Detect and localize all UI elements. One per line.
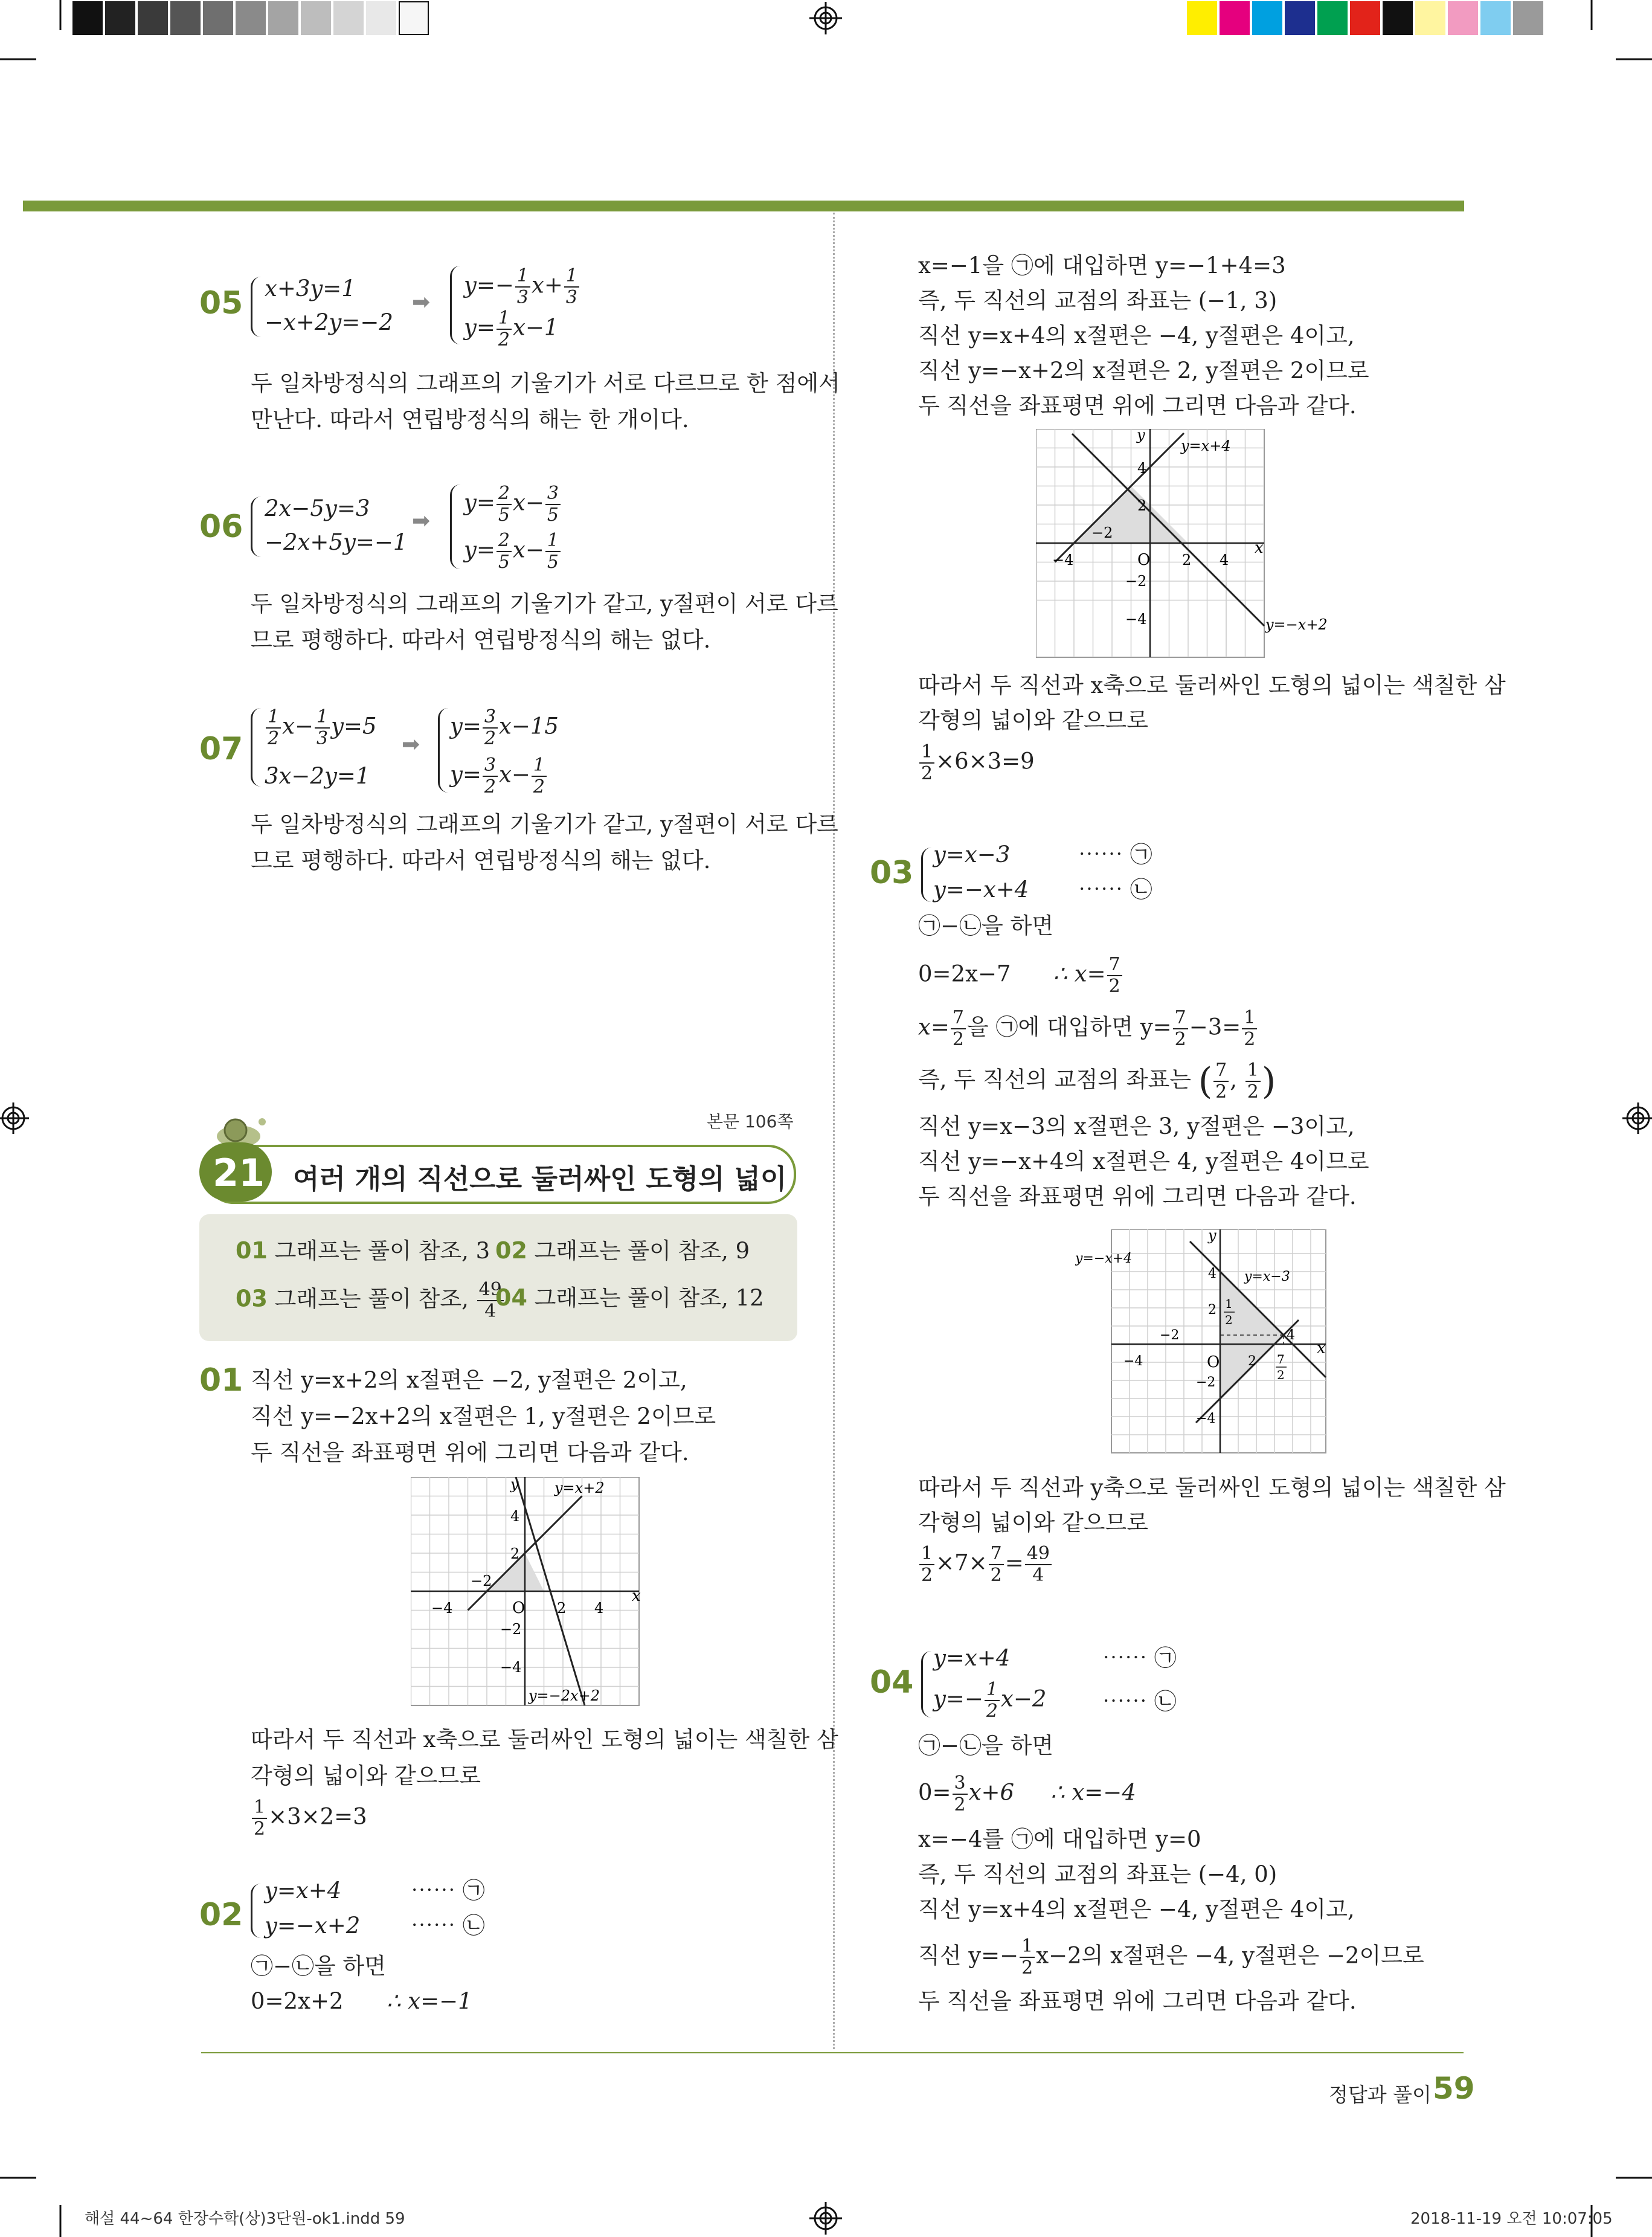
svg-text:4: 4 [1137, 460, 1147, 477]
svg-text:x: x [1317, 1339, 1326, 1357]
section-number: 21 [213, 1151, 265, 1195]
solution-line: 직선 y=x+4의 x절편은 −4, y절편은 4이고, [918, 1896, 1355, 1922]
graph-q03 [1075, 1229, 1329, 1465]
equation: x+3y=1 [265, 275, 356, 301]
svg-text:7: 7 [1277, 1352, 1285, 1366]
solution-line: 직선 y=x−3의 x절편은 3, y절편은 −3이고, [918, 1113, 1355, 1139]
graph-q02 [1036, 429, 1374, 665]
svg-text:2: 2 [1277, 1368, 1285, 1382]
svg-text:−4: −4 [1052, 552, 1074, 568]
solution-02 [199, 1873, 803, 2030]
svg-text:2: 2 [510, 1545, 520, 1562]
solution-line: 0=2x+2 [251, 1988, 344, 2014]
svg-text:2: 2 [1225, 1313, 1233, 1327]
solution-line: ∴ x=−1 [387, 1988, 472, 2014]
solution-line: ㉠−㉡을 하면 [918, 913, 1053, 939]
line-label: y=x+4 [1181, 437, 1231, 454]
problem-number: 03 [870, 855, 914, 891]
solution-line: 따라서 두 직선과 x축으로 둘러싸인 도형의 넓이는 색칠한 삼 [251, 1727, 838, 1753]
line-label: y=x+2 [554, 1479, 605, 1496]
solution-04: 04 y=x+4 y=− $\frac{1}{2}$ x−2 ⋯⋯ ㉠ ⋯⋯ ㉡ ㉠−㉡을 하면 0= $\frac{3}{2}$ x+6 ∴ x=−4 x=−4를 ㉠에 대입하면 y=0 즉, 두 직선의 교점의 좌표는 (−4, 0) 직선 y=x+4의 x절편은 −4, y절편은 4이고, 직선 y=− $\frac{1}{2}$ x−2의 x절편은 −4, y절편은 −2이므로 두 직선을 좌표평면 위에 그리면 다음과 같다. [870, 1640, 1474, 2027]
svg-text:O: O [1207, 1353, 1220, 1371]
svg-text:x: x [1255, 539, 1264, 557]
snail-icon [211, 1111, 272, 1147]
svg-text:4: 4 [1287, 1328, 1295, 1343]
svg-text:−2: −2 [1091, 524, 1113, 541]
equation: −x+2y=−2 [265, 309, 393, 335]
solution-02-continued: x=−1을 ㉠에 대입하면 y=−1+4=3 즉, 두 직선의 교점의 좌표는 (−1, 3) 직선 y=x+4의 x절편은 −4, y절편은 4이고, 직선 y=−x+2의 x절편은 2, y절편은 2이므로 두 직선을 좌표평면 위에 그리면 다음과 같다. x y O 4 2 −2 −4 −2 −4 2 4 y=x+4 y=−x+2 따라서 두 직선과 x축으로 둘러싸인 도형의 넓이는 색칠한 삼 각형의 넓이와 같으므로 $\frac{1}{2}$ ×6×3=9 [870, 248, 1474, 791]
solution-line: 직선 y=−x+2의 x절편은 2, y절편은 2이므로 [918, 358, 1369, 384]
line-label: y=x−3 [1244, 1269, 1290, 1284]
explanation: 므로 평행하다. 따라서 연립방정식의 해는 없다. [251, 627, 711, 653]
svg-text:2: 2 [1137, 497, 1147, 514]
problem-number: 04 [870, 1664, 914, 1701]
svg-text:2: 2 [557, 1600, 567, 1617]
solution-01: 01 직선 y=x+2의 x절편은 −2, y절편은 2이고, 직선 y=−2x+2의 x절편은 1, y절편은 2이므로 두 직선을 좌표평면 위에 그리면 다음과 같다. x y O 4 2 −2 −4 −2 −4 2 4 y=x+2 y=−2x+2 따라서 두 직선과 x축으로 둘러싸인 도형의 넓이는 색칠한 삼 각형의 넓이와 같으므로 $\frac{1}{2}$ ×3×2=3 [199, 1362, 838, 1839]
problem-05: 05 x+3y=1 −x+2y=−2 ➡ y=− $\frac{1}{3}$ x+ $\frac{1}{3}$ y= $\frac{1}{2}$ x−1 두 일차방정식의 그래프의 기울기가 서로 다르므로 한 점에서 만난다. 따라서 연립방정식의 해는 한 개이다. [199, 254, 803, 435]
solution-line: 두 직선을 좌표평면 위에 그리면 다음과 같다. [251, 1440, 689, 1466]
svg-text:O: O [512, 1599, 525, 1617]
line-label: y=−2x+2 [529, 1687, 600, 1704]
problem-number: 02 [199, 1897, 243, 1933]
solution-line: 따라서 두 직선과 y축으로 둘러싸인 도형의 넓이는 색칠한 삼 [918, 1475, 1506, 1501]
page-reference: 본문 106쪽 [707, 1112, 794, 1131]
svg-text:y: y [1137, 429, 1145, 443]
solution-line: ㉠−㉡을 하면 [251, 1953, 386, 1979]
explanation: 두 일차방정식의 그래프의 기울기가 같고, y절편이 서로 다르 [251, 591, 838, 617]
svg-text:−4: −4 [431, 1600, 453, 1617]
arrow-right-icon: ➡ [412, 290, 431, 315]
line-label: y=−x+4 [1075, 1251, 1133, 1266]
svg-text:1: 1 [1225, 1296, 1233, 1311]
solution-line: 두 직선을 좌표평면 위에 그리면 다음과 같다. [918, 1988, 1357, 2014]
arrow-right-icon: ➡ [412, 509, 431, 533]
svg-text:y: y [510, 1477, 519, 1493]
svg-text:x: x [632, 1587, 641, 1605]
problem-number: 06 [199, 509, 243, 545]
equation-marker: ⋯⋯ ㉡ [411, 1913, 485, 1939]
svg-text:−2: −2 [1160, 1328, 1180, 1343]
equation-marker: ⋯⋯ ㉠ [1078, 842, 1152, 867]
equation: y=x+4 [265, 1878, 342, 1904]
svg-text:−2: −2 [471, 1572, 492, 1589]
solution-line: 직선 y=−x+4의 x절편은 4, y절편은 4이므로 [918, 1148, 1369, 1174]
svg-text:−2: −2 [1125, 573, 1147, 590]
problem-06: 06 2x−5y=3 −2x+5y=−1 ➡ y= $\frac{2}{5}$ x− $\frac{3}{5}$ y= $\frac{2}{5}$ x− $\frac{1}{5}$ 두 일차방정식의 그래프의 기울기가 같고, y절편이 서로 다르 므로 평행하다. 따라서 연립방정식의 해는 없다. [199, 471, 803, 665]
solution-line: 직선 y=x+2의 x절편은 −2, y절편은 2이고, [251, 1367, 687, 1393]
equation: y=−x+2 [265, 1913, 361, 1939]
solution-line: 각형의 넓이와 같으므로 [251, 1763, 481, 1789]
equation-marker: ⋯⋯ ㉠ [1102, 1645, 1177, 1671]
svg-text:−2: −2 [1196, 1375, 1216, 1390]
solution-line: 각형의 넓이와 같으므로 [918, 1510, 1148, 1536]
print-file-info: 해설 44~64 한장수학(상)3단원-ok1.indd 59 [85, 2210, 405, 2228]
equation: y=x+4 [933, 1645, 1011, 1671]
equation: 2x−5y=3 [265, 495, 370, 521]
explanation: 두 일차방정식의 그래프의 기울기가 같고, y절편이 서로 다르 [251, 811, 838, 837]
solution-line: 각형의 넓이와 같으므로 [918, 707, 1148, 733]
equation: y=x−3 [933, 842, 1011, 867]
problem-number: 01 [199, 1362, 243, 1399]
answer-summary-box: 01 그래프는 풀이 참조, 3 02 그래프는 풀이 참조, 9 03 그래프는 풀이 참조, $\frac{49}{4}$ 04 그래프는 풀이 참조, 12 [199, 1214, 797, 1341]
svg-text:4: 4 [1208, 1266, 1217, 1281]
svg-text:O: O [1137, 551, 1151, 569]
equation-marker: ⋯⋯ ㉡ [1078, 877, 1152, 903]
svg-text:−2: −2 [500, 1621, 522, 1638]
problem-number: 07 [199, 731, 243, 767]
svg-text:−4: −4 [500, 1659, 522, 1676]
svg-text:4: 4 [594, 1600, 604, 1617]
explanation: 두 일차방정식의 그래프의 기울기가 서로 다르므로 한 점에서 [251, 370, 840, 396]
solution-line: 즉, 두 직선의 교점의 좌표는 (−1, 3) [918, 288, 1278, 314]
svg-text:y: y [1208, 1229, 1217, 1244]
svg-text:−4: −4 [1123, 1354, 1143, 1369]
graph-q01 [411, 1477, 646, 1713]
footer-title: 정답과 풀이 [1329, 2083, 1432, 2107]
solution-line: ㉠−㉡을 하면 [918, 1733, 1053, 1759]
svg-text:−4: −4 [1125, 611, 1147, 628]
solution-line: 즉, 두 직선의 교점의 좌표는 (−4, 0) [918, 1861, 1278, 1887]
print-timestamp: 2018-11-19 오전 10:07:05 [1410, 2210, 1613, 2228]
solution-03: 03 y=x−3 y=−x+4 ⋯⋯ ㉠ ⋯⋯ ㉡ ㉠−㉡을 하면 0=2x−7 ∴ x= $\frac{7}{2}$ x= $\frac{7}{2}$ 을 ㉠에 대입하면 y= $\frac{7}{2}$ −3= $\frac{1}{2}$ 즉, 두 직선의 교점의 좌표는 ( $\frac{7}{2}$ , $\frac{1}{2}$ ) 직선 y=x−3의 x절편은 3, y절편은 −3이고, 직선 y=−x+4의 x절편은 4, y절편은 4이므로 두 직선을 좌표평면 위에 그리면 다음과 같다. x y O 4 2 −2 −4 −2 −4 2 4 1 2 7 2 y=−x+4 y=x−3 따라서 두 직선과 y축으로 둘러싸인 도형의 넓이는 색칠한 삼 각형의 넓이와 같으므로 $\frac{1}{2}$ ×7× $\frac{7}{2}$ = $\frac{49}{4}$ [870, 837, 1474, 1592]
solution-line: x=−1을 ㉠에 대입하면 y=−1+4=3 [918, 253, 1286, 278]
section-title: 여러 개의 직선으로 둘러싸인 도형의 넓이 [293, 1163, 787, 1195]
equation-marker: ⋯⋯ ㉡ [1102, 1688, 1177, 1714]
svg-text:4: 4 [1220, 552, 1229, 568]
equation: −2x+5y=−1 [265, 529, 408, 555]
svg-text:2: 2 [1248, 1354, 1256, 1369]
equation: 3x−2y=1 [265, 763, 370, 789]
solution-line: 두 직선을 좌표평면 위에 그리면 다음과 같다. [918, 393, 1357, 419]
equation-marker: ⋯⋯ ㉠ [411, 1878, 485, 1904]
column-divider [833, 213, 835, 2049]
section-21 [199, 1109, 797, 1350]
solution-line: 따라서 두 직선과 x축으로 둘러싸인 도형의 넓이는 색칠한 삼 [918, 672, 1506, 698]
svg-text:2: 2 [1182, 552, 1192, 568]
problem-07: 07 $\frac{1}{2}$ x− $\frac{1}{3}$ y=5 3x−2y=1 ➡ y= $\frac{3}{2}$ x−15 y= $\frac{3}{2}$ x− $\frac{1}{2}$ 두 일차방정식의 그래프의 기울기가 같고, y절편이 서로 다르 므로 평행하다. 따라서 연립방정식의 해는 없다. [199, 695, 803, 888]
solution-line: 직선 y=−2x+2의 x절편은 1, y절편은 2이므로 [251, 1403, 716, 1429]
arrow-right-icon: ➡ [402, 732, 420, 757]
svg-text:4: 4 [510, 1508, 520, 1525]
header-rule [23, 201, 1464, 211]
footer-rule [201, 2052, 1464, 2053]
explanation: 므로 평행하다. 따라서 연립방정식의 해는 없다. [251, 848, 711, 874]
solution-line: 두 직선을 좌표평면 위에 그리면 다음과 같다. [918, 1183, 1357, 1209]
line-label: y=−x+2 [1265, 616, 1328, 633]
svg-text:−4: −4 [1196, 1411, 1216, 1426]
solution-line: x=−4를 ㉠에 대입하면 y=0 [918, 1826, 1201, 1852]
svg-text:2: 2 [1208, 1302, 1217, 1318]
equation: y=−x+4 [933, 877, 1029, 903]
page-number: 59 [1433, 2071, 1475, 2106]
problem-number: 05 [199, 285, 243, 321]
explanation: 만난다. 따라서 연립방정식의 해는 한 개이다. [251, 407, 689, 433]
solution-line: 직선 y=x+4의 x절편은 −4, y절편은 4이고, [918, 323, 1355, 349]
